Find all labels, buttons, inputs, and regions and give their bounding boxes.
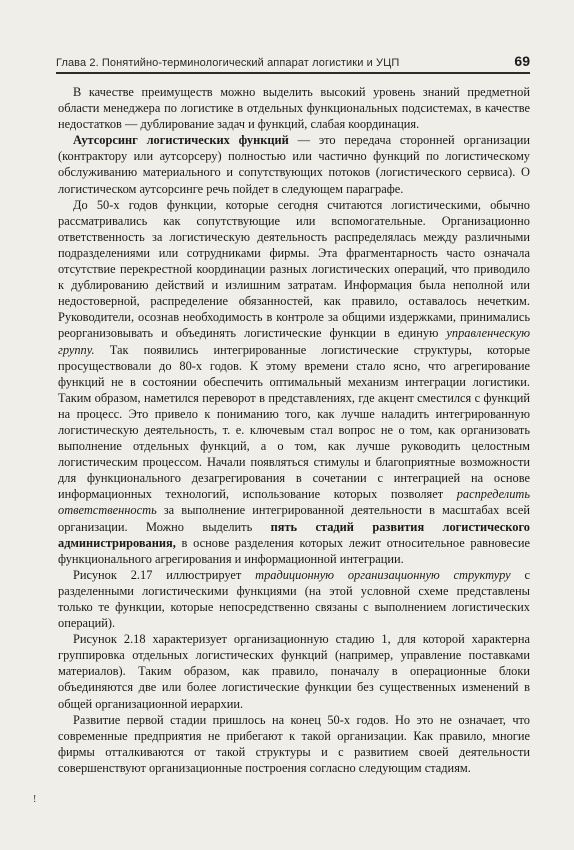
emphasis-traditional-structure: традиционную организационную структуру bbox=[255, 567, 511, 582]
margin-mark: ! bbox=[33, 794, 37, 805]
paragraph-advantages bbox=[58, 84, 530, 132]
term-outsourcing: Аутсорсинг логистических функций bbox=[73, 133, 289, 148]
emphasis-distribute-responsibility: распределить ответственность bbox=[58, 487, 530, 518]
paragraph-text: Развитие первой стадии пришлось на конец 50-х годов. Но это не означает, что современные предприятия не прибегают к такой организации. Как правило, многие фирмы отталкиваются от такой структуры и с развитием своей деятельности совершенствуют организационные построения согласно следующим стадиям. bbox=[58, 712, 530, 775]
page-number: 69 bbox=[514, 53, 530, 69]
paragraph-text: в основе разделения которых лежит относительное равновесие функционального агрегирования и информационной интеграции. bbox=[58, 535, 530, 566]
paragraph-text: — это передача сторонней организации (контрактору или аутсорсеру) полностью или частично функций по логистическому обслуживанию материального и сопутствующих потоков (логистического сервиса). О логистическом аутсорсинге речь пойдет в следующем параграфе. bbox=[58, 133, 530, 196]
paragraph-outsourcing bbox=[58, 132, 530, 196]
running-head: Глава 2. Понятийно-терминологический аппарат логистики и УЦП bbox=[56, 57, 400, 69]
page-header bbox=[56, 53, 530, 72]
emphasis-management-group: управленческую группу. bbox=[58, 326, 530, 357]
paragraph-figure-2-18 bbox=[58, 631, 530, 711]
paragraph-text: за выполнение интегрированной деятельности в масштабах всей организации. Можно выделить bbox=[58, 503, 530, 534]
paragraph-figure-2-17 bbox=[58, 567, 530, 631]
paragraph-text: с разделенными логистическими функциями (на этой условной схеме представлены только те функции, которые непосредственно связаны с выполнением логистических операций). bbox=[58, 567, 530, 631]
paragraph-text: В качестве преимуществ можно выделить высокий уровень знаний предметной области менеджера по логистике в отдельных функциональных подсистемах, в качестве недостатков — дублирование задач и функций, слабая координация. bbox=[58, 85, 530, 132]
paragraph-first-stage bbox=[58, 712, 530, 776]
term-five-stages: пять стадий развития логистического администрирования, bbox=[58, 519, 530, 550]
paragraph-text: Рисунок 2.17 иллюстрирует bbox=[73, 567, 256, 582]
paragraph-text: Так появились интегрированные логистические структуры, которые просуществовали до 80-х годов. К этому времени стало ясно, что агрегирование функций не в состоянии обеспечить оптимальный механизм интеграции логистики. Таким образом, наметился переворот в представлениях, где акцент сместился с функций на процесс. Это привело к пониманию того, как лучше наладить интегрированную логистическую деятельность, т. е. ключевым стал вопрос не о том, как организовать выполнение отдельных функций, а о том, как лучше руководить целостным логистическим процессом. Начали появляться стимулы и благоприятные возможности для функционального дезагрегирования в сочетании с интеграцией на основе информационных технологий, использование которых позволяет bbox=[58, 342, 530, 502]
paragraph-text: Рисунок 2.18 характеризует организационную стадию 1, для которой характерна группировка отдельных логистических функций (например, управление поставками материалов). Таким образом, как правило, поначалу в операционные блоки объединяются две или более логистические функции без существенных изменений в общей организационной иерархии. bbox=[58, 632, 530, 711]
body-text bbox=[58, 84, 530, 776]
header-rule bbox=[56, 72, 530, 74]
paragraph-text: До 50-х годов функции, которые сегодня считаются логистическими, обычно рассматривались как сопутствующие или вспомогательные. Организационно ответственность за логистическую деятельность распределялась между различными подразделениями или сотрудниками фирмы. Эта фрагментарность часто означала отсутствие перекрестной координации разных логистических операций, что приводило к дублированию действий и излишним затратам. Информация была неполной или недостоверной, распределение обязанностей, как правило, оставалось нечетким. Руководители, осознав необходимость в контроле за общими издержками, принимались реорганизовывать и объединять логистические функции в единую bbox=[58, 197, 530, 341]
paragraph-history bbox=[58, 197, 530, 567]
